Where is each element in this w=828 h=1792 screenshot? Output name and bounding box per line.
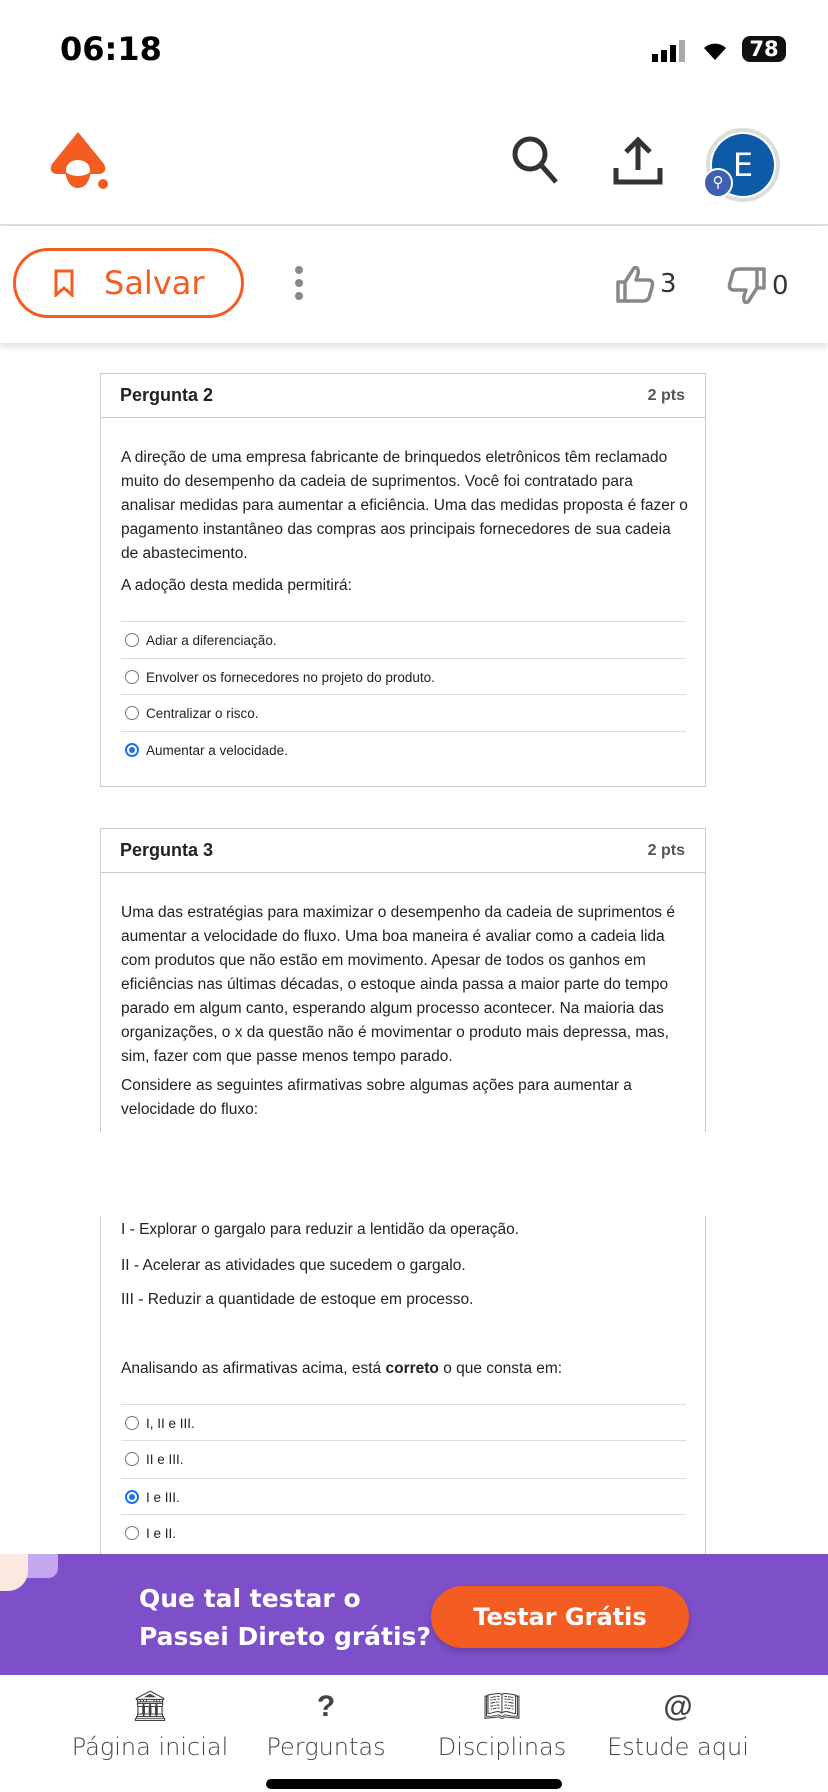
try-free-button[interactable]: Testar Grátis: [431, 1586, 689, 1648]
book-icon: 📖︎: [482, 1690, 522, 1723]
radio-button[interactable]: [125, 1452, 139, 1466]
question-card: [100, 373, 706, 787]
statement: II - Acelerar as atividades que sucedem o gargalo.: [121, 1257, 466, 1274]
statement: I - Explorar o gargalo para reduzir a lentidão da operação.: [121, 1221, 520, 1238]
dislike-count: 0: [772, 271, 789, 301]
home-indicator[interactable]: [266, 1779, 562, 1789]
save-button[interactable]: [13, 248, 244, 318]
bottom-nav: [0, 1675, 828, 1792]
signal-icon: [652, 40, 685, 62]
answer-option[interactable]: [121, 1514, 686, 1551]
logo-icon[interactable]: [48, 130, 114, 190]
nav-label: Página inicial: [71, 1733, 229, 1761]
question-card: [100, 828, 706, 1132]
answer-option[interactable]: [121, 1404, 686, 1441]
banner-decoration: [0, 1554, 28, 1591]
nav-item-home[interactable]: [50, 1687, 250, 1761]
option-label: Centralizar o risco.: [146, 705, 259, 721]
option-label: I e III.: [146, 1489, 180, 1505]
search-icon[interactable]: [510, 134, 560, 186]
like-button[interactable]: [614, 264, 677, 304]
option-label: Envolver os fornecedores no projeto do produto.: [146, 669, 435, 685]
banner-line: Passei Direto grátis?: [139, 1622, 431, 1651]
radio-button[interactable]: [125, 1416, 139, 1430]
wifi-icon: [700, 38, 730, 62]
bank-icon: 🏛︎: [130, 1690, 170, 1723]
nav-item-questions[interactable]: [226, 1687, 426, 1761]
search-doc-icon: @: [663, 1690, 693, 1723]
option-label: I e II.: [146, 1525, 177, 1541]
radio-button[interactable]: [125, 670, 139, 684]
question-card-continued: [100, 1216, 706, 1554]
nav-label: Estude aqui: [607, 1733, 749, 1761]
answer-option-selected[interactable]: [121, 731, 686, 768]
question-prompt: Considere as seguintes afirmativas sobre algumas ações para aumentar a velocidade do fluxo:: [121, 1077, 632, 1118]
share-icon[interactable]: [612, 136, 664, 186]
question-text: A direção de uma empresa fabricante de brinquedos eletrônicos têm reclamado muito do desempenho da cadeia de suprimentos. Você foi contratado para analisar medidas para aumentar a eficiência. Uma das medidas proposta é fazer o pagamento instantâneo das compras aos principais fornecedores de sua cadeia de abastecimento.: [121, 449, 688, 562]
question-icon: ?: [316, 1690, 336, 1723]
like-count: 3: [660, 269, 677, 299]
nav-item-study[interactable]: [578, 1687, 778, 1761]
option-label: II e III.: [146, 1451, 184, 1467]
option-label: I, II e III.: [146, 1415, 195, 1431]
statement: III - Reduzir a quantidade de estoque em processo.: [121, 1291, 474, 1308]
question-text: Uma das estratégias para maximizar o desempenho da cadeia de suprimentos é aumentar a velocidade do fluxo. Uma boa maneira é avaliar como a cadeia lida com produtos que não estão em movimento. Apesar de todos os ganhos em eficiências nas últimas décadas, o estoque ainda passa a maior parte do tempo parado em algum canto, esperando algum processo acontecer. Na maioria das organizações, o x da questão não é movimentar o produto mais depressa, mas, sim, fazer com que passe menos tempo parado.: [121, 904, 675, 1065]
banner-line: Que tal testar o: [139, 1584, 361, 1613]
status-time: 06:18: [60, 30, 162, 68]
prompt-text: o que consta em:: [438, 1360, 563, 1377]
prompt-text: Analisando as afirmativas acima, está: [121, 1360, 386, 1377]
radio-button-selected[interactable]: [125, 1490, 139, 1504]
nav-item-subjects[interactable]: [402, 1687, 602, 1761]
question-title: Pergunta 2: [120, 385, 214, 405]
radio-button[interactable]: [125, 1526, 139, 1540]
nav-label: Perguntas: [266, 1733, 386, 1761]
analysis-prompt: [121, 1357, 562, 1381]
nav-label: Disciplinas: [437, 1733, 567, 1761]
bookmark-icon: [54, 269, 74, 297]
thumbs-down-icon: [726, 266, 768, 306]
question-points: 2 pts: [647, 386, 685, 404]
radio-button-selected[interactable]: [125, 743, 139, 757]
battery-indicator: 78: [742, 36, 786, 62]
answer-option[interactable]: [121, 621, 686, 658]
question-prompt: A adoção desta medida permitirá:: [121, 577, 352, 594]
question-header: [101, 374, 705, 418]
more-options-button[interactable]: [292, 266, 306, 300]
answer-option-selected[interactable]: [121, 1478, 686, 1515]
avatar-letter: E: [712, 134, 774, 196]
radio-button[interactable]: [125, 633, 139, 647]
question-points: 2 pts: [647, 841, 685, 859]
answer-option[interactable]: [121, 658, 686, 695]
banner-text: [139, 1580, 431, 1656]
option-label: Aumentar a velocidade.: [146, 742, 288, 758]
answer-option[interactable]: [121, 694, 686, 731]
option-label: Adiar a diferenciação.: [146, 632, 277, 648]
dislike-button[interactable]: [726, 266, 789, 306]
prompt-bold: correto: [385, 1360, 439, 1377]
save-label: Salvar: [104, 264, 205, 302]
thumbs-up-icon: [614, 264, 656, 304]
question-title: Pergunta 3: [120, 840, 214, 860]
answer-option[interactable]: [121, 1440, 686, 1477]
question-header: [101, 829, 705, 873]
radio-button[interactable]: [125, 706, 139, 720]
badge-icon: ⚲: [703, 168, 733, 198]
